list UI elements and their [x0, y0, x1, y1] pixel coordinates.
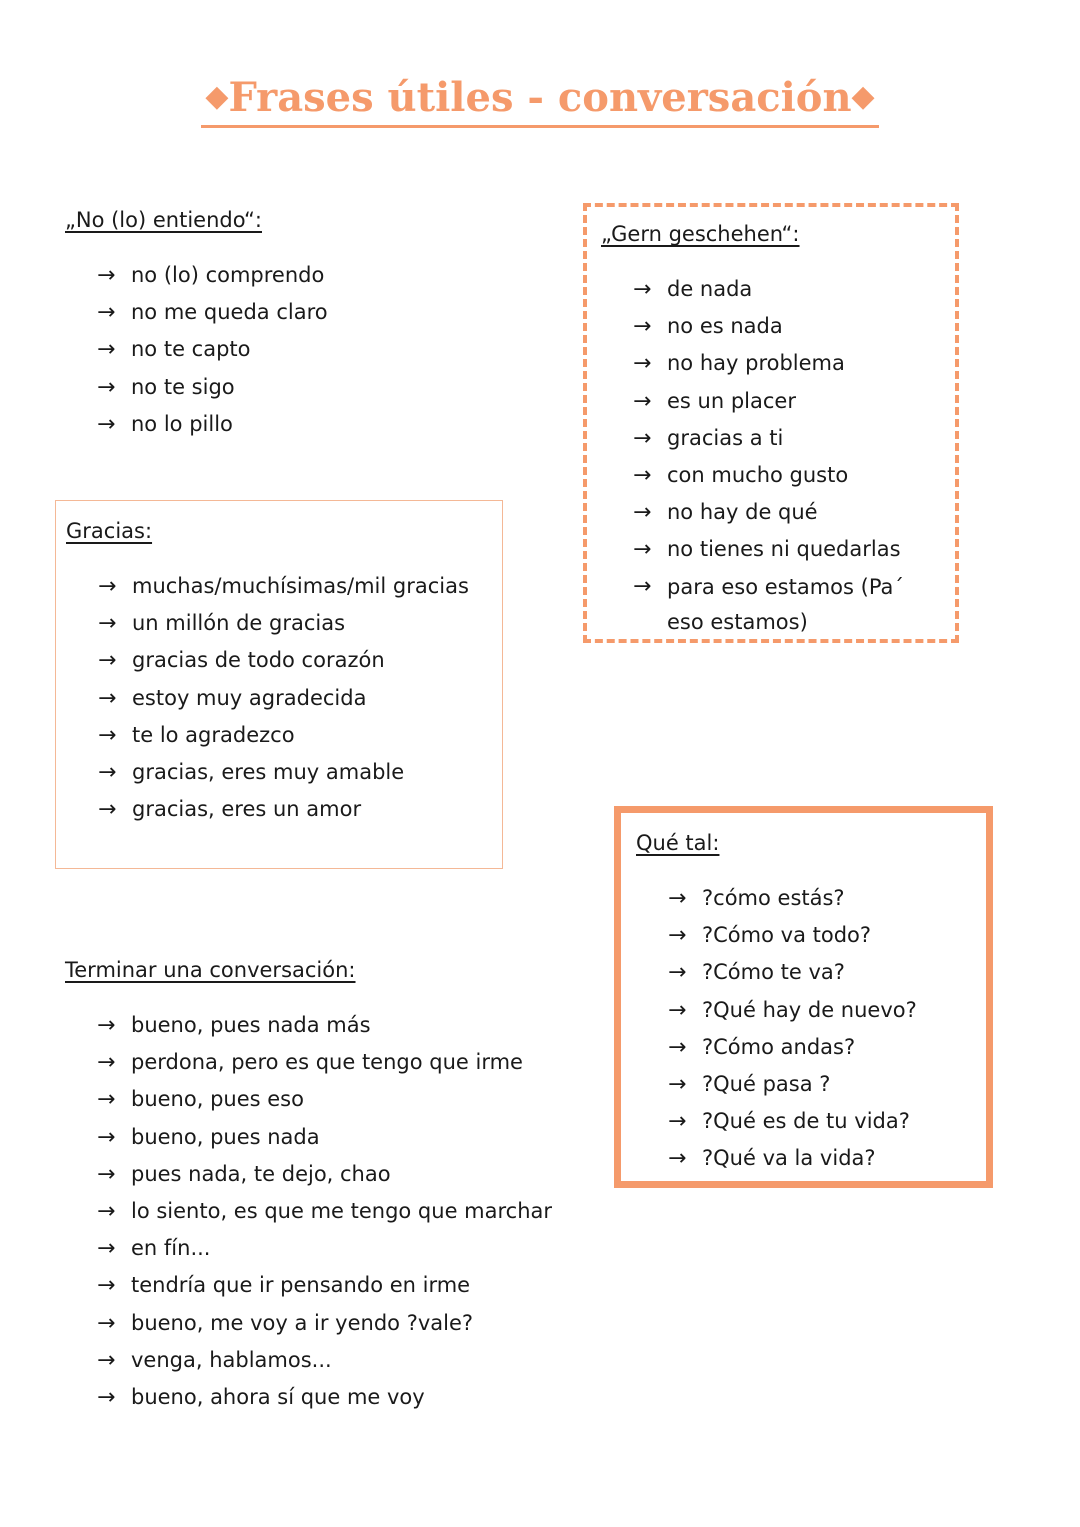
page-title-underline	[201, 72, 878, 128]
phrase-item	[98, 642, 502, 679]
phrase-text: no es nada	[667, 314, 783, 339]
phrase-item	[97, 1305, 585, 1342]
phrase-text: ?Qué es de tu vida?	[702, 1109, 910, 1134]
arrow-right-icon: →	[633, 351, 652, 377]
arrow-right-icon: →	[97, 263, 116, 288]
page-title-text: Frases útiles - conversación	[228, 74, 852, 121]
arrow-right-icon: →	[98, 611, 117, 637]
arrow-right-icon: →	[633, 277, 652, 302]
arrow-right-icon: →	[97, 374, 116, 400]
arrow-right-icon: →	[98, 685, 117, 711]
phrase-text: no te sigo	[131, 374, 235, 399]
phrase-item	[633, 420, 943, 457]
arrow-right-icon: →	[97, 1236, 116, 1262]
phrase-item	[633, 308, 943, 345]
arrow-right-icon: →	[97, 411, 116, 437]
phrase-text: ?cómo estás?	[702, 886, 845, 910]
phrase-text: en fín...	[131, 1236, 211, 1261]
phrase-item	[633, 494, 943, 531]
arrow-right-icon: →	[633, 463, 652, 489]
phrase-item	[668, 880, 986, 917]
phrase-list	[633, 271, 943, 640]
phrase-text: estoy muy agradecida	[132, 685, 367, 710]
phrase-item	[98, 717, 502, 754]
phrase-item	[97, 1156, 585, 1193]
arrow-right-icon: →	[633, 425, 652, 451]
phrase-text: un millón de gracias	[132, 611, 346, 636]
phrase-item	[668, 1029, 986, 1066]
phrase-text: ?Cómo va todo?	[702, 923, 872, 948]
phrase-item	[97, 1379, 585, 1416]
phrase-text: bueno, pues eso	[131, 1087, 304, 1112]
phrase-item	[98, 680, 502, 717]
phrase-text: venga, hablamos...	[131, 1347, 332, 1372]
arrow-right-icon: →	[633, 537, 652, 563]
phrase-item	[97, 1230, 585, 1267]
phrase-item	[97, 294, 525, 331]
phrase-text: bueno, me voy a ir yendo ?vale?	[131, 1310, 474, 1335]
arrow-right-icon: →	[668, 923, 687, 949]
arrow-right-icon: →	[97, 1161, 116, 1187]
phrase-item	[633, 569, 943, 640]
phrase-item	[668, 1103, 986, 1140]
arrow-right-icon: →	[668, 1072, 687, 1098]
phrase-text: no te capto	[131, 337, 251, 362]
phrase-list	[97, 257, 525, 443]
phrase-text: tendría que ir pensando en irme	[131, 1273, 471, 1298]
arrow-right-icon: →	[97, 1050, 116, 1076]
section-heading: Terminar una conversación:	[65, 958, 356, 982]
arrow-right-icon: →	[98, 760, 117, 786]
phrase-text: es un placer	[667, 388, 796, 413]
phrase-text: no hay de qué	[667, 500, 818, 525]
phrase-text: no hay problema	[667, 351, 845, 376]
arrow-right-icon: →	[633, 314, 652, 340]
arrow-right-icon: →	[668, 1146, 687, 1172]
phrase-text: ?Qué hay de nuevo?	[702, 997, 917, 1022]
phrase-item	[98, 791, 502, 828]
arrow-right-icon: →	[668, 1109, 687, 1135]
phrase-item	[97, 257, 525, 294]
phrase-list	[98, 568, 502, 828]
phrase-item	[668, 992, 986, 1029]
arrow-right-icon: →	[97, 1199, 116, 1225]
section-heading: „Gern geschehen“:	[601, 222, 800, 246]
arrow-right-icon: →	[668, 960, 687, 986]
section-no-entiendo	[65, 205, 525, 443]
phrase-item	[633, 383, 943, 420]
phrase-text: para eso estamos (Pa´ eso estamos)	[667, 574, 904, 634]
phrase-item	[668, 1066, 986, 1103]
phrase-text: gracias, eres un amor	[132, 797, 362, 822]
phrase-text: no me queda claro	[131, 300, 328, 325]
phrase-text: muchas/muchísimas/mil gracias	[132, 574, 469, 598]
phrase-item	[97, 1007, 585, 1044]
arrow-right-icon: →	[97, 300, 116, 326]
phrase-text: bueno, ahora sí que me voy	[131, 1385, 425, 1410]
arrow-right-icon: →	[668, 886, 687, 911]
phrase-text: bueno, pues nada	[131, 1124, 320, 1149]
diamond-left-icon: ◆	[205, 79, 229, 114]
phrase-text: lo siento, es que me tengo que marchar	[131, 1199, 553, 1224]
arrow-right-icon: →	[97, 1310, 116, 1336]
phrase-item	[633, 457, 943, 494]
section-heading: Qué tal:	[636, 831, 720, 855]
phrase-list	[97, 1007, 585, 1416]
arrow-right-icon: →	[97, 1347, 116, 1373]
phrase-item	[97, 331, 525, 368]
section-heading: „No (lo) entiendo“:	[65, 208, 262, 232]
phrase-item	[668, 954, 986, 991]
page-title	[0, 72, 1080, 128]
phrase-text: gracias, eres muy amable	[132, 760, 405, 785]
phrase-item	[98, 754, 502, 791]
section-terminar-conversacion	[65, 955, 585, 1416]
arrow-right-icon: →	[98, 797, 117, 823]
phrase-item	[633, 345, 943, 382]
phrase-item	[97, 1044, 585, 1081]
arrow-right-icon: →	[633, 500, 652, 526]
arrow-right-icon: →	[97, 1013, 116, 1038]
phrase-item	[97, 1342, 585, 1379]
arrow-right-icon: →	[97, 1273, 116, 1299]
phrase-text: gracias de todo corazón	[132, 648, 385, 673]
section-heading: Gracias:	[66, 519, 153, 543]
arrow-right-icon: →	[668, 1034, 687, 1060]
phrase-item	[98, 605, 502, 642]
arrow-right-icon: →	[98, 648, 117, 674]
section-gern-geschehen	[583, 203, 959, 643]
phrase-text: gracias a ti	[667, 425, 784, 450]
arrow-right-icon: →	[97, 337, 116, 363]
phrase-item	[633, 271, 943, 308]
phrase-text: no (lo) comprendo	[131, 263, 325, 287]
arrow-right-icon: →	[98, 574, 117, 599]
phrase-item	[633, 531, 943, 568]
phrase-item	[98, 568, 502, 605]
phrase-item	[97, 1081, 585, 1118]
arrow-right-icon: →	[97, 1385, 116, 1411]
phrase-item	[97, 406, 525, 443]
phrase-text: de nada	[667, 277, 753, 301]
phrase-text: pues nada, te dejo, chao	[131, 1161, 391, 1186]
section-gracias	[55, 500, 503, 869]
phrase-item	[668, 917, 986, 954]
arrow-right-icon: →	[97, 1124, 116, 1150]
phrase-item	[668, 1140, 986, 1177]
phrase-text: no tienes ni quedarlas	[667, 537, 901, 562]
phrase-text: ?Qué pasa ?	[702, 1072, 831, 1097]
phrase-item	[97, 1267, 585, 1304]
arrow-right-icon: →	[97, 1087, 116, 1113]
diamond-right-icon: ◆	[851, 79, 875, 114]
phrase-text: bueno, pues nada más	[131, 1013, 371, 1037]
phrase-text: perdona, pero es que tengo que irme	[131, 1050, 523, 1075]
phrase-text: ?Cómo andas?	[702, 1034, 856, 1059]
phrase-list	[668, 880, 986, 1178]
arrow-right-icon: →	[668, 997, 687, 1023]
arrow-right-icon: →	[98, 722, 117, 748]
section-que-tal	[614, 806, 993, 1188]
phrase-item	[97, 369, 525, 406]
phrase-text: ?Cómo te va?	[702, 960, 845, 985]
phrase-item	[97, 1193, 585, 1230]
phrase-text: con mucho gusto	[667, 463, 849, 488]
phrase-text: te lo agradezco	[132, 722, 295, 747]
phrase-text: no lo pillo	[131, 411, 233, 436]
phrase-text: ?Qué va la vida?	[702, 1146, 876, 1171]
phrase-item	[97, 1119, 585, 1156]
arrow-right-icon: →	[633, 573, 652, 599]
arrow-right-icon: →	[633, 388, 652, 414]
